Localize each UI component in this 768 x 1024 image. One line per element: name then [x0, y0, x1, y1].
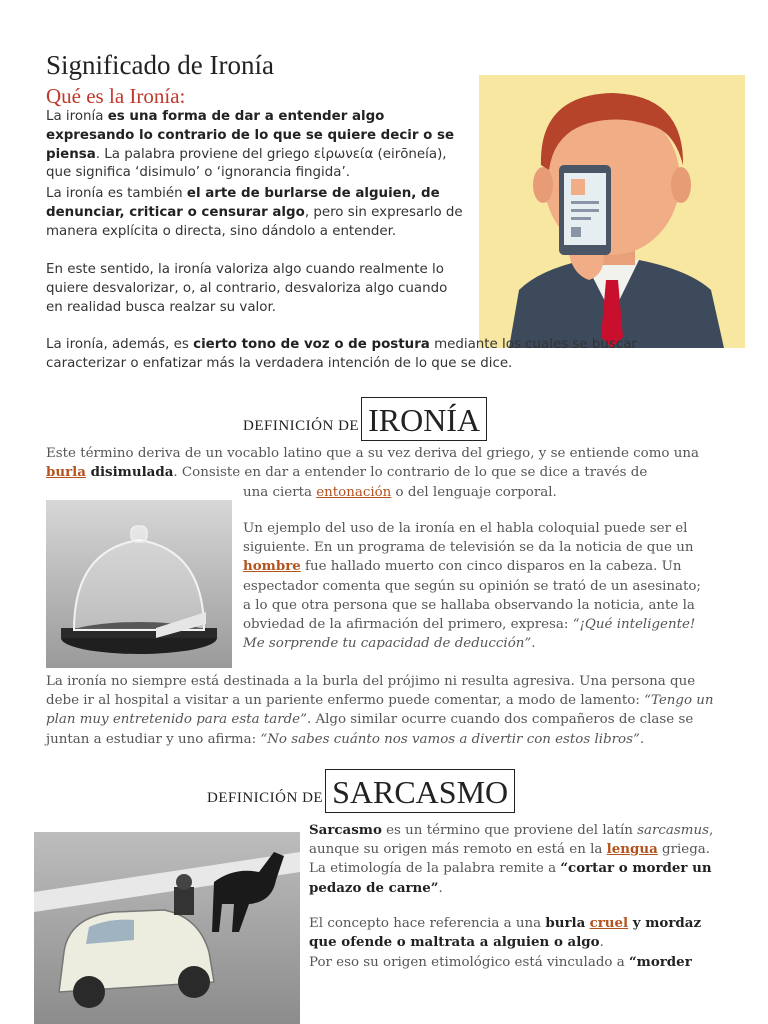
- ironia-paragraph-2: Un ejemplo del uso de la ironía en el habla coloquial puede ser el siguiente. En un programa de televisión se da la noticia de que un hombre fue hallado muerto con cinco disparos en la cabeza. Un espectador comenta que según su opinión se trató de un asesinato; a lo que otra persona que se hallaba observando la noticia, ante la obviedad de la afirmación del primero, expresa: “¡Qué inteligente! Me sorprende tu capacidad de deducción”.: [243, 521, 701, 652]
- photo-horse-car: [34, 832, 300, 1024]
- page-title: Significado de Ironía: [46, 50, 274, 80]
- illustration-phone-face: [479, 75, 745, 348]
- heading-definicion-ironia: DEFINICIÓN DE IRONÍA: [243, 397, 487, 441]
- ironia-paragraph-1-cont: una cierta entonación o del lenguaje corporal.: [243, 485, 557, 500]
- link-burla[interactable]: burla: [46, 464, 86, 481]
- link-entonacion[interactable]: entonación: [316, 485, 392, 500]
- sarcasmo-paragraph-3: Por eso su origen etimológico está vinculado a “morder: [309, 954, 692, 970]
- intro-paragraph-2: La ironía es también el arte de burlarse de alguien, de denunciar, criticar o censurar algo, pero sin expresarlo de manera explícita o directa, sino dándolo a entender.: [46, 186, 463, 239]
- sarcasmo-paragraph-2: El concepto hace referencia a una burla cruel y mordaz que ofende o maltrata a alguien o algo.: [309, 915, 702, 951]
- sarcasmo-paragraph-1: Sarcasmo es un término que proviene del latín sarcasmus, aunque su origen más remoto en está en la lengua griega. La etimología de la palabra remite a “cortar o morder un pedazo de carne”.: [309, 822, 714, 896]
- photo-glass-dome: [46, 500, 232, 668]
- intro-paragraph-4: La ironía, además, es cierto tono de voz o de postura mediante los cuales se buscar caracterizar o enfatizar más la verdadera intención de lo que se dice.: [46, 337, 637, 371]
- intro-paragraph-1: La ironía es una forma de dar a entender algo expresando lo contrario de lo que se quiere decir o se piensa. La palabra proviene del griego εἰρωνεία (eirōneía), que significa ‘disimulo’ o ‘ignorancia fingida’.: [46, 109, 455, 181]
- page-subtitle: Qué es la Ironía:: [46, 84, 186, 108]
- ironia-paragraph-1: Este término deriva de un vocablo latino que a su vez deriva del griego, y se entiende como una burla disimulada. Consiste en dar a entender lo contrario de lo que se dice a través de: [46, 446, 699, 481]
- intro-paragraph-3: En este sentido, la ironía valoriza algo cuando realmente lo quiere desvalorizar, o, al contrario, desvaloriza algo cuando en realidad busca realzar su valor.: [46, 262, 448, 315]
- link-lengua[interactable]: lengua: [606, 841, 658, 858]
- ironia-paragraph-3: La ironía no siempre está destinada a la burla del prójimo ni resulta agresiva. Una persona que debe ir al hospital a visitar a un pariente enfermo puede comentar, a modo de lamento: “Tengo un plan muy entretenido para esta tarde”. Algo similar ocurre cuando dos compañeros de clase se juntan a estudiar y uno afirma: “No sabes cuánto nos vamos a divertir con estos libros”.: [46, 674, 714, 747]
- heading-definicion-sarcasmo: DEFINICIÓN DE SARCASMO: [207, 769, 515, 813]
- link-cruel[interactable]: cruel: [589, 915, 629, 931]
- link-hombre[interactable]: hombre: [243, 558, 301, 575]
